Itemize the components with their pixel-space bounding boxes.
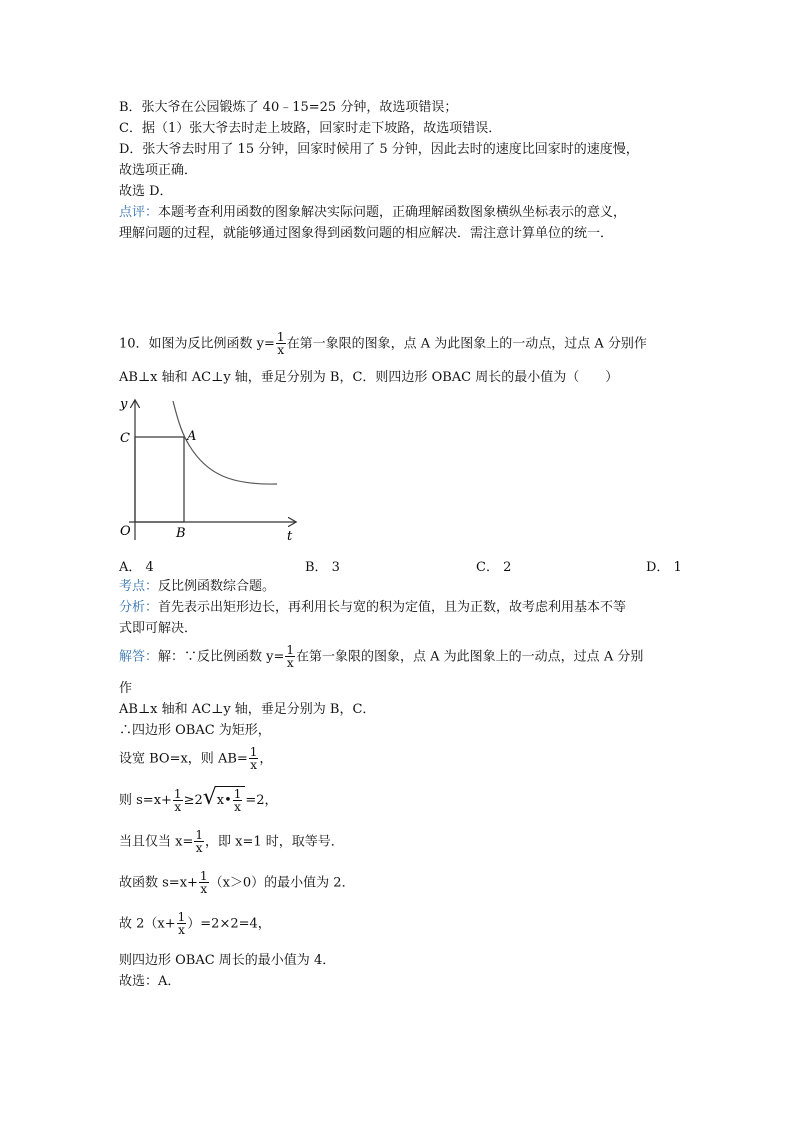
fraction-denominator: x — [195, 841, 203, 855]
jieda-line-4: ∴四边形 OBAC 为矩形， — [119, 723, 271, 738]
function-graph — [117, 395, 299, 545]
stem-prefix: 10．如图为反比例函数 y= — [119, 336, 275, 352]
text-pre: 当且仅当 x= — [119, 834, 194, 850]
option-b-text: B．张大爷在公园锻炼了 40﹣15=25 分钟，故选项错误； — [119, 100, 458, 115]
fraction-numerator: 1 — [249, 745, 258, 759]
kaodian-text: 反比例函数综合题。 — [158, 579, 276, 594]
fraction — [276, 332, 286, 356]
kaodian-label: 考点： — [119, 579, 159, 594]
fraction — [177, 912, 187, 936]
jieda-line-9 — [119, 912, 271, 937]
choice-a[interactable]: A． 4 — [119, 560, 154, 575]
radical-sign-icon: √ — [202, 785, 217, 810]
review-line — [119, 203, 626, 223]
text-post: （x＞0）的最小值为 2． — [209, 875, 355, 891]
option-d-text-cont: 故选项正确． — [119, 163, 198, 178]
fraction-numerator: 1 — [173, 786, 182, 801]
jieda-line-5 — [119, 747, 272, 772]
label-c: C — [120, 431, 130, 446]
answer-text: 故选 D． — [119, 184, 173, 199]
jieda-line-7 — [119, 830, 344, 855]
fenxi-text: 首先表示出矩形边长，再利用长与宽的积为定值，且为正数，故考虑利用基本不等 — [158, 600, 627, 615]
choice-b[interactable]: B． 3 — [305, 560, 340, 575]
fraction-numerator: 1 — [233, 786, 242, 801]
fraction-denominator: x — [174, 799, 182, 814]
fraction — [194, 830, 204, 854]
fraction-denominator: x — [178, 923, 185, 937]
fraction-numerator: 1 — [286, 643, 295, 657]
jieda-text-pre: 解：∵反比例函数 y= — [158, 649, 285, 665]
text-post: =2， — [245, 793, 278, 808]
label-a: A — [187, 429, 197, 444]
label-y: y — [120, 397, 128, 412]
answer-choices — [119, 556, 684, 576]
fraction-numerator: 1 — [276, 330, 285, 344]
fraction-numerator: 1 — [195, 828, 203, 842]
stem-suffix: 在第一象限的图象，点 A 为此图象上的一动点，过点 A 分别作 — [286, 336, 647, 352]
label-o: O — [120, 524, 131, 539]
rectangle-obac — [135, 437, 184, 522]
review-line-2: 理解问题的过程，就能够通过图象得到函数问题的相应解决．需注意计算单位的统一． — [119, 226, 614, 241]
fenxi-line — [119, 598, 626, 618]
kaodian-line — [119, 577, 275, 597]
text-post: ，即 x=1 时，取等号． — [205, 834, 344, 850]
choice-d[interactable]: D． 1 — [646, 560, 682, 575]
question-10-stem-2: AB⊥x 轴和 AC⊥y 轴，垂足分别为 B，C．则四边形 OBAC 周长的最小值为（ ） — [119, 370, 619, 385]
question-10-stem — [119, 332, 647, 357]
jieda-line-2: 作 — [119, 681, 133, 696]
square-root — [203, 786, 246, 815]
text-mid: ≥2 — [183, 793, 203, 808]
fraction — [249, 747, 259, 771]
radicand-x: x• — [216, 793, 232, 808]
fenxi-line-2: 式即可解决． — [119, 621, 198, 636]
jieda-line-6 — [119, 786, 278, 815]
fraction-denominator: x — [286, 656, 294, 670]
option-d-text: D．张大爷去时用了 15 分钟，回家时候用了 5 分钟，因此去时的速度比回家时的速度慢， — [119, 142, 639, 157]
jieda-text-post: 在第一象限的图象，点 A 为此图象上的一动点，过点 A 分别 — [296, 649, 644, 665]
jieda-line — [119, 645, 643, 670]
fraction-numerator: 1 — [199, 869, 208, 883]
fraction — [233, 786, 243, 814]
choice-c[interactable]: C． 2 — [476, 560, 512, 575]
fraction-numerator: 1 — [177, 910, 186, 924]
fraction-denominator: x — [250, 758, 257, 772]
fraction — [285, 645, 295, 669]
fraction-denominator: x — [277, 343, 285, 357]
review-text: 本题考查利用函数的图象解决实际问题，正确理解函数图象横纵坐标表示的意义， — [158, 205, 627, 220]
label-b: B — [176, 526, 186, 541]
jieda-line-10: 则四边形 OBAC 周长的最小值为 4． — [119, 953, 336, 968]
fraction — [199, 871, 209, 895]
radicand — [215, 786, 246, 815]
fraction — [173, 786, 183, 814]
fenxi-label: 分析： — [119, 600, 159, 615]
fraction-denominator: x — [200, 882, 208, 896]
text-pre: 故 2（x+ — [119, 916, 176, 932]
jieda-line-3: AB⊥x 轴和 AC⊥y 轴，垂足分别为 B，C． — [119, 702, 376, 717]
fraction-denominator: x — [234, 799, 241, 814]
review-label: 点评： — [119, 205, 159, 220]
jieda-line-8 — [119, 871, 355, 896]
jieda-line-11: 故选：A． — [119, 974, 181, 989]
text-pre: 则 s=x+ — [119, 793, 172, 808]
jieda-label: 解答： — [119, 649, 159, 665]
label-t: t — [287, 529, 293, 544]
text-pre: 设宽 BO=x，则 AB= — [119, 751, 248, 767]
text-pre: 故函数 s=x+ — [119, 875, 198, 891]
text-post: ）=2×2=4， — [187, 916, 271, 932]
text-post: ， — [259, 751, 273, 767]
option-c-text: C．据（1）张大爷去时走上坡路，回家时走下坡路，故选项错误． — [119, 121, 502, 136]
